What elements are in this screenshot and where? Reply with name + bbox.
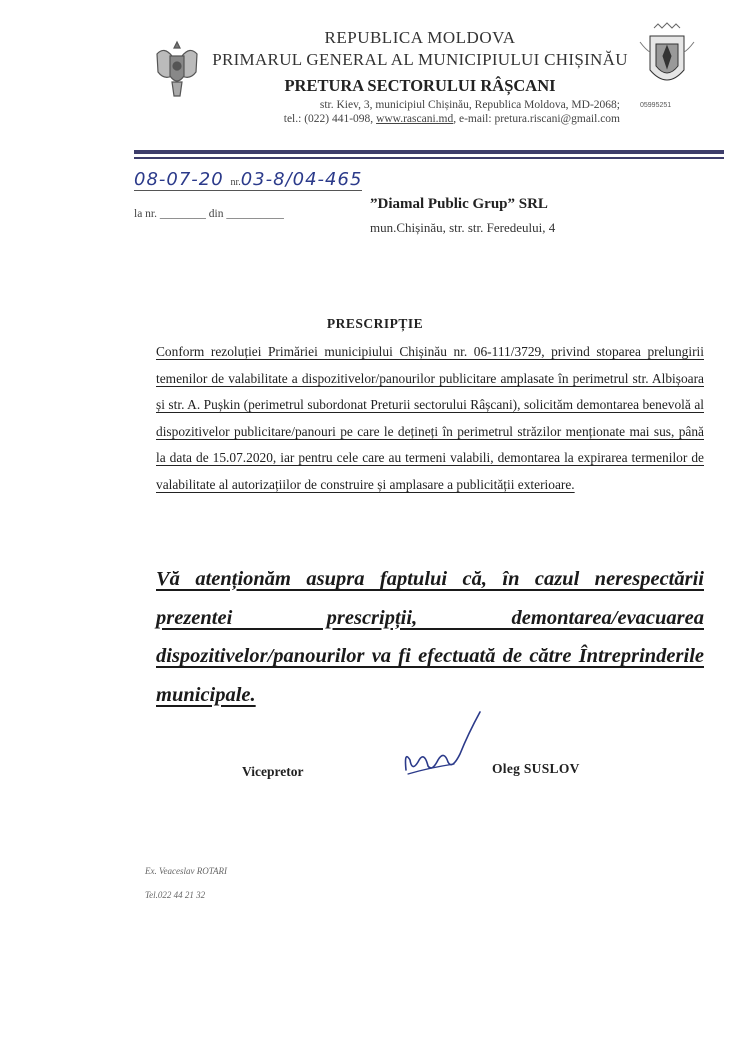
executor-phone: Tel.022 44 21 32	[145, 890, 206, 900]
country-heading: REPUBLICA MOLDOVA	[324, 28, 516, 47]
email-text: , e-mail: pretura.riscani@gmail.com	[453, 113, 620, 125]
institution-heading: PRIMARUL GENERAL AL MUNICIPIULUI CHIȘINĂU	[212, 50, 628, 69]
phone-text: tel.: (022) 441-098,	[283, 113, 374, 125]
executor-name: Ex. Veaceslav ROTARI	[145, 866, 228, 876]
signatory-name: Oleg SUSLOV	[492, 761, 580, 776]
recipient-address: mun.Chișinău, str. str. Feredeului, 4	[370, 220, 556, 235]
reference-date: 08-07-20	[134, 169, 224, 190]
coat-of-arms-left-icon	[152, 36, 202, 106]
document-title: PRESCRIPȚIE	[326, 316, 424, 331]
reference-nr-label: nr.	[230, 177, 241, 188]
handwritten-signature-icon	[398, 710, 488, 785]
reply-reference-line: la nr. ________ din __________	[134, 208, 284, 220]
recipient-name: ”Diamal Public Grup” SRL	[370, 196, 548, 212]
header-divider-thin	[134, 157, 724, 159]
warning-paragraph	[156, 560, 704, 714]
reference-underline	[134, 190, 362, 191]
reference-number-value: 03-8/04-465	[240, 169, 363, 190]
warning-text: Vă atenționăm asupra faptului că, în cazul nerespectării prezentei prescripții, demontarea/evacuarea dispozitivelor/panourilor va fi efectuată de către Întreprinderile municipale.	[156, 568, 704, 706]
reference-number	[134, 169, 362, 190]
contact-line	[220, 113, 620, 125]
header-divider-thick	[134, 150, 724, 154]
signatory-role: Vicepretor	[242, 764, 304, 779]
document-body	[156, 339, 704, 498]
emblem-code: 05995251	[640, 102, 672, 109]
office-heading: PRETURA SECTORULUI RÂȘCANI	[284, 76, 556, 95]
address-line: str. Kiev, 3, municipiul Chișinău, Republica Moldova, MD-2068;	[319, 99, 620, 111]
city-emblem-icon	[636, 22, 698, 117]
body-paragraph: Conform rezoluției Primăriei municipiului Chișinău nr. 06-111/3729, privind stoparea prelungirii temenilor de valabilitate a dispozitivelor/panourilor publicitare amplasate în perimetrul str. Albișoara și str. A. Pușkin (perimetrul subordonat Preturii sectorului Râșcani), solicităm demontarea benevolă al dispozitivelor publicitare/panouri pe care le dețineți în perimetrul străzilor menționate mai sus, până la data de 15.07.2020, iar pentru cele care au termeni valabili, demontarea la expirarea termenilor de valabilitate al autorizațiilor de construire și amplasare a publicității exterioare.	[156, 344, 704, 492]
website-link[interactable]: www.rascani.md	[376, 113, 454, 125]
